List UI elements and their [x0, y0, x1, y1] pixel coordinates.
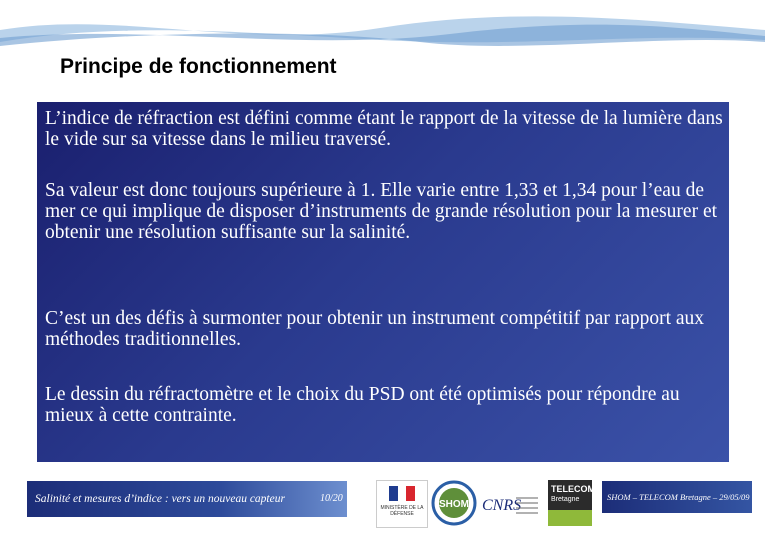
- telecom-logo-bottom-text: Bretagne: [551, 496, 580, 503]
- paragraph-refraction-definition: L’indice de réfraction est défini comme étant le rapport de la vitesse de la lumière dans le vide sur sa vitesse dans le milieu traversé.: [45, 108, 723, 150]
- telecom-logo-top-text: TELECOM: [551, 484, 595, 494]
- shom-logo-text: SHOM: [439, 499, 469, 510]
- page-number: 10/20: [320, 493, 343, 504]
- telecom-bretagne-logo: [548, 480, 595, 526]
- cnrs-logo: [480, 484, 540, 524]
- ministry-logo-text: MINISTÈRE DE LA DÉFENSE: [380, 505, 424, 517]
- telecom-logo-band: [548, 510, 592, 526]
- shom-logo: [430, 480, 478, 526]
- paragraph-challenge: C’est un des défis à surmonter pour obtenir un instrument compétitif par rapport aux méthodes traditionnelles.: [45, 308, 705, 350]
- footer-title-band: [27, 481, 347, 517]
- footer-credit: SHOM – TELECOM Bretagne – 29/05/09: [607, 492, 750, 502]
- ministry-logo: [376, 480, 428, 528]
- paragraph-design: Le dessin du réfractomètre et le choix du PSD ont été optimisés pour répondre au mieux à cette contrainte.: [45, 384, 680, 426]
- content-panel: [37, 102, 729, 462]
- footer-title: Salinité et mesures d’indice : vers un nouveau capteur: [35, 493, 285, 505]
- footer-credit-band: [602, 481, 752, 513]
- french-flag-icon: [389, 486, 415, 501]
- paragraph-value-range: Sa valeur est donc toujours supérieure à 1. Elle varie entre 1,33 et 1,34 pour l’eau de mer ce qui implique de disposer d’instruments de grande résolution pour la mesurer et obtenir une résolution suffisante sur la salinité.: [45, 180, 718, 243]
- slide-title: Principe de fonctionnement: [60, 55, 337, 78]
- top-decorative-wave: [0, 0, 765, 60]
- cnrs-logo-text: CNRS: [482, 497, 522, 514]
